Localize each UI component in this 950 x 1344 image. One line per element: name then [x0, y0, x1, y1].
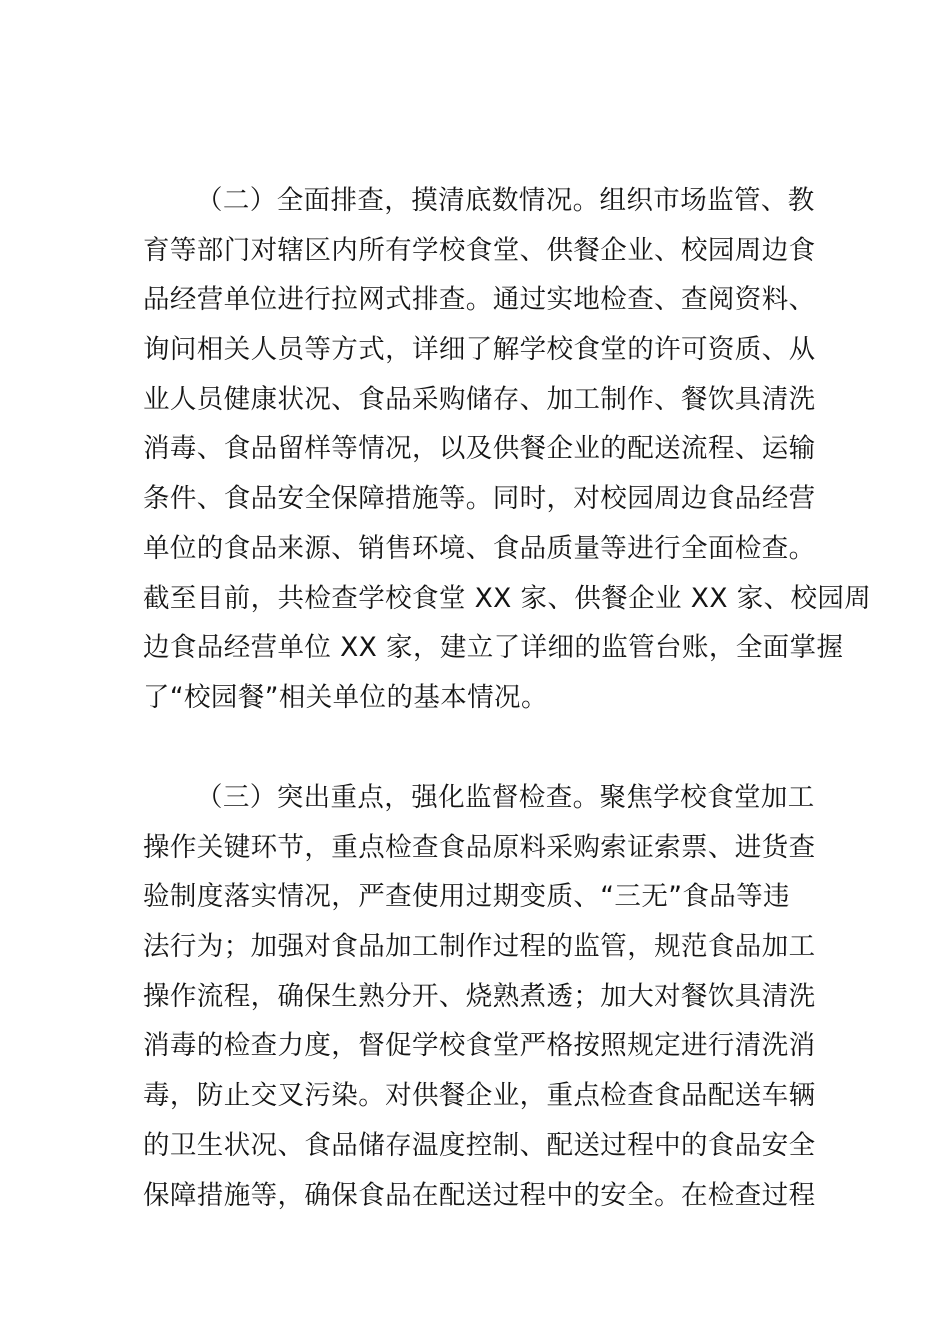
text-line: 消毒的检查力度，督促学校食堂严格按照规定进行清洗消 — [143, 1030, 816, 1062]
text-line: 的卫生状况、食品储存温度控制、配送过程中的食品安全 — [143, 1129, 816, 1161]
text-line: 操作流程，确保生熟分开、烧熟煮透；加大对餐饮具清洗 — [143, 980, 816, 1012]
text-line: 边食品经营单位 XX 家，建立了详细的监管台账，全面掌握 — [143, 632, 844, 664]
text-line: 条件、食品安全保障措施等。同时，对校园周边食品经营 — [143, 483, 816, 515]
text-line: 截至目前，共检查学校食堂 XX 家、供餐企业 XX 家、校园周 — [143, 582, 872, 614]
paragraph-comprehensive-inspection — [143, 176, 872, 723]
paragraph-key-supervision — [143, 773, 816, 1220]
text-line: 法行为；加强对食品加工制作过程的监管，规范食品加工 — [143, 931, 816, 963]
text-line: 询问相关人员等方式，详细了解学校食堂的许可资质、从 — [143, 334, 816, 366]
text-line: 毒，防止交叉污染。对供餐企业，重点检查食品配送车辆 — [143, 1080, 816, 1112]
text-line: 验制度落实情况，严查使用过期变质、“三无”食品等违 — [143, 881, 790, 913]
text-line: （二）全面排查，摸清底数情况。组织市场监管、教 — [196, 185, 815, 216]
text-line: 了“校园餐”相关单位的基本情况。 — [143, 681, 548, 713]
text-line: （三）突出重点，强化监督检查。聚焦学校食堂加工 — [196, 782, 815, 813]
text-line: 育等部门对辖区内所有学校食堂、供餐企业、校园周边食 — [143, 234, 816, 266]
text-line: 操作关键环节，重点检查食品原料采购索证索票、进货查 — [143, 831, 816, 863]
text-line: 消毒、食品留样等情况，以及供餐企业的配送流程、运输 — [143, 433, 816, 465]
text-line: 业人员健康状况、食品采购储存、加工制作、餐饮具清洗 — [143, 383, 816, 415]
text-line: 单位的食品来源、销售环境、食品质量等进行全面检查。 — [143, 532, 816, 564]
text-line: 保障措施等，确保食品在配送过程中的安全。在检查过程 — [143, 1179, 816, 1211]
text-line: 品经营单位进行拉网式排查。通过实地检查、查阅资料、 — [143, 284, 816, 316]
